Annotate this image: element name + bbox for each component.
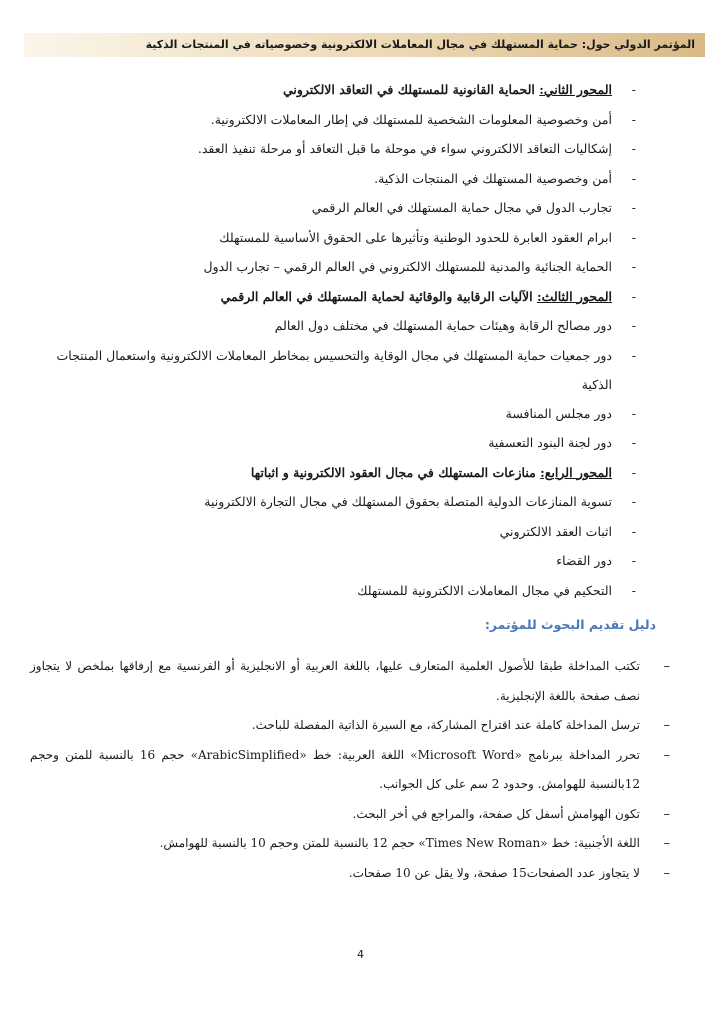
- guide-item-text: تحرر المداخلة ببرنامج «Microsoft Word» اللغة العربية: خط «ArabicSimplified» حجم 16 بالنسبة للمتن وحجم 12بالنسبة للهوامش. وحدود 2 سم على كل الجوانب.: [30, 747, 640, 791]
- page-number: 4: [357, 948, 364, 961]
- list-item-text: إشكاليات التعاقد الالكتروني سواء في موحلة ما قبل التعاقد أو مرحلة تنفيذ العقد.: [197, 141, 612, 156]
- list-item: [92, 546, 636, 576]
- guide-item: [30, 859, 670, 889]
- dash-bullet: -: [631, 435, 636, 450]
- list-item: [52, 341, 636, 399]
- dash-bullet: -: [631, 582, 636, 598]
- axis-3-heading: الآليات الرقابية والوقائية لحماية المستهلك في العالم الرقمي: [220, 288, 538, 304]
- dash-bullet: –: [663, 718, 670, 733]
- dash-bullet: -: [631, 111, 636, 127]
- list-item-text: دور مجلس المنافسة: [505, 405, 612, 421]
- dash-bullet: -: [631, 288, 636, 304]
- axis-2-label: المحور الثاني:: [539, 82, 612, 97]
- list-item-text: أمن وخصوصية المعلومات الشخصية للمستهلك في إطار المعاملات الالكترونية.: [210, 111, 612, 127]
- dash-bullet: –: [663, 836, 670, 851]
- dash-bullet: –: [663, 865, 670, 881]
- guide-item: [30, 652, 670, 711]
- dash-bullet: -: [631, 347, 636, 363]
- guide-item: [30, 829, 670, 859]
- axis-4-title: [92, 458, 636, 488]
- guide-item-text: اللغة الأجنبية: خط «Times New Roman» حجم 12 بالنسبة للمتن وحجم 10 بالنسبة للهوامش.: [159, 836, 640, 850]
- guide-item: [30, 800, 670, 830]
- dash-bullet: –: [663, 747, 670, 763]
- guide-item-text: تكون الهوامش أسفل كل صفحة، والمراجع في أخر البحث.: [352, 806, 640, 821]
- list-item-text: ابرام العقود العابرة للحدود الوطنية وتأثيرها على الحقوق الأساسية للمستهلك: [219, 229, 612, 245]
- list-item-text: دور جمعيات حماية المستهلك في مجال الوقاية والتحسيس بمخاطر المعاملات الالكترونية واستعمال المنتجات الذكية: [56, 347, 612, 392]
- axis-3-label: المحور الثالث:: [537, 288, 612, 304]
- axes-section: [56, 75, 636, 605]
- dash-bullet: -: [631, 553, 636, 568]
- list-item-text: التحكيم في مجال المعاملات الالكترونية للمستهلك: [357, 582, 612, 598]
- dash-bullet: -: [631, 82, 636, 97]
- dash-bullet: -: [631, 494, 636, 509]
- list-item-text: دور لجنة البنود التعسفية: [488, 435, 612, 450]
- dash-bullet: -: [631, 141, 636, 156]
- list-item: [92, 252, 636, 282]
- list-item-text: دور مصالح الرقابة وهيئات حماية المستهلك في مختلف دول العالم: [274, 318, 612, 333]
- guide-item-text: تكتب المداخلة طبقا للأصول العلمية المتعارف عليها، باللغة العربية أو الانجليزية أو الفرنسية مع إرفاقها بملخص لا يتجاوز نصف صفحة باللغة الإنجليزية.: [30, 659, 640, 703]
- list-item: [92, 223, 636, 253]
- list-item-text: اثبات العقد الالكتروني: [499, 523, 612, 539]
- list-item: [92, 105, 636, 135]
- dash-bullet: -: [631, 318, 636, 333]
- dash-bullet: –: [663, 659, 670, 674]
- axis-4-label: المحور الرابع:: [540, 464, 612, 480]
- dash-bullet: -: [631, 170, 636, 186]
- list-item: [92, 399, 636, 429]
- submission-guide-title: دليل تقديم البحوث للمؤتمر:: [484, 617, 656, 632]
- list-item: [92, 311, 636, 341]
- dash-bullet: -: [631, 229, 636, 245]
- axis-2-heading: الحماية القانونية للمستهلك في التعاقد الالكتروني: [282, 82, 540, 97]
- list-item: [92, 193, 636, 223]
- guide-item: [30, 711, 670, 741]
- list-item: [92, 487, 636, 517]
- list-item: [92, 517, 636, 547]
- list-item: [92, 164, 636, 194]
- dash-bullet: -: [631, 464, 636, 480]
- dash-bullet: -: [631, 405, 636, 421]
- list-item-text: تجارب الدول في مجال حماية المستهلك في العالم الرقمي: [311, 200, 612, 215]
- axis-2-title: [92, 75, 636, 105]
- axis-3-title: [92, 282, 636, 312]
- submission-guide-list: [30, 652, 670, 888]
- dash-bullet: -: [631, 523, 636, 539]
- list-item: [92, 428, 636, 458]
- list-item-text: أمن وخصوصية المستهلك في المنتجات الذكية.: [374, 170, 612, 186]
- guide-item-text: لا يتجاوز عدد الصفحات15 صفحة، ولا يقل عن 10 صفحات.: [348, 865, 640, 880]
- list-item-text: دور القضاء: [556, 553, 612, 568]
- list-item: [92, 576, 636, 606]
- axis-4-heading: منازعات المستهلك في مجال العقود الالكترونية و اثباتها: [250, 464, 541, 480]
- list-item-text: الحماية الجنائية والمدنية للمستهلك الالكتروني في العالم الرقمي – تجارب الدول: [203, 259, 612, 274]
- dash-bullet: –: [663, 806, 670, 822]
- dash-bullet: -: [631, 259, 636, 274]
- conference-header-banner: [24, 33, 705, 57]
- conference-title: المؤتمر الدولي حول: حماية المستهلك في مجال المعاملات الالكترونية وخصوصياته في المنتجات الذكية: [145, 38, 695, 51]
- list-item-text: تسوية المنازعات الدولية المتصلة بحقوق المستهلك في مجال التجارة الالكترونية: [204, 494, 612, 509]
- dash-bullet: -: [631, 200, 636, 215]
- list-item: [92, 134, 636, 164]
- guide-item-text: ترسل المداخلة كاملة عند اقتراح المشاركة، مع السيرة الذاتية المفصلة للباحث.: [251, 718, 640, 732]
- guide-item: [30, 741, 670, 800]
